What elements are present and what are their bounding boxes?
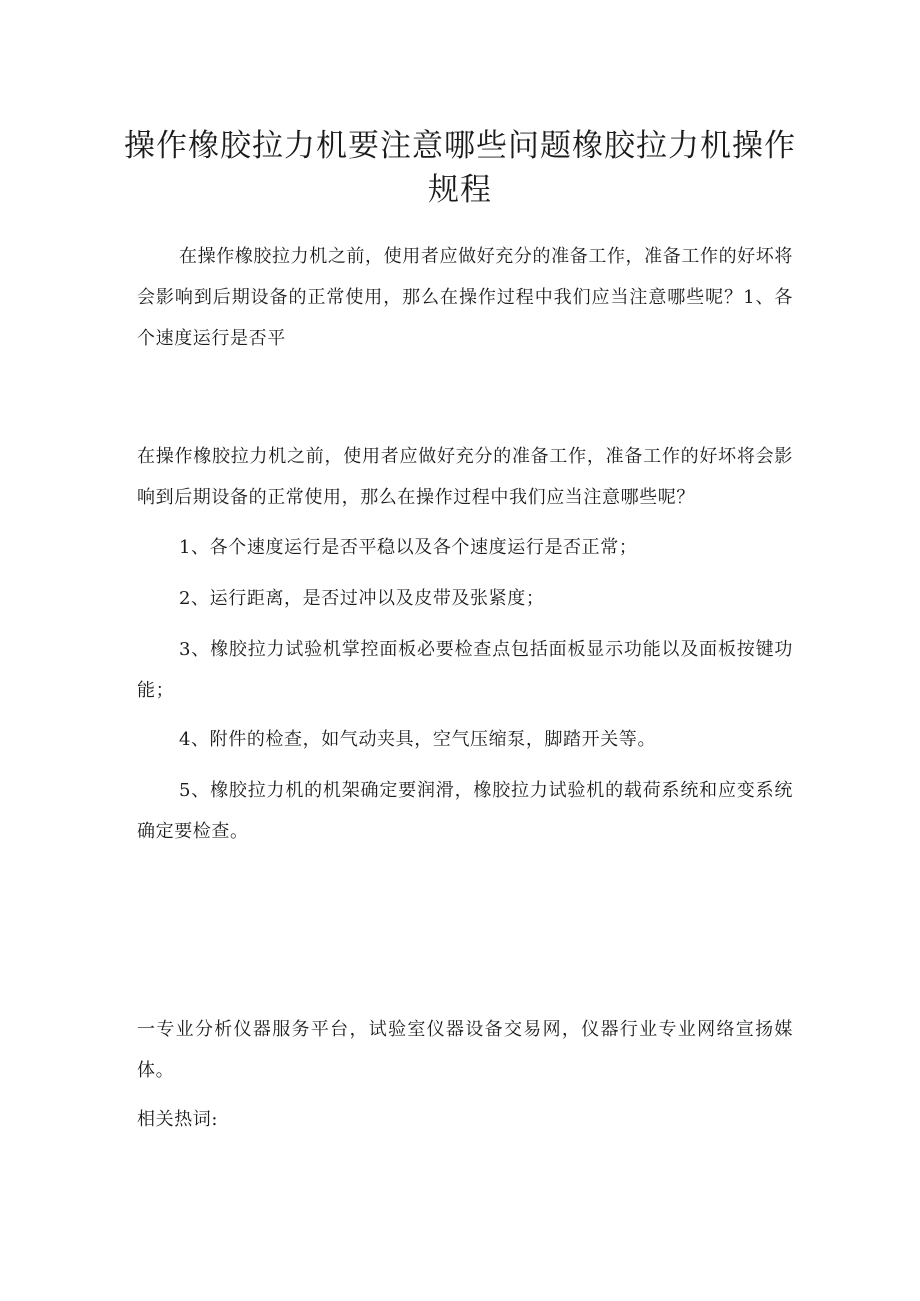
list-item: 3、橡胶拉力试验机掌控面板必要检查点包括面板显示功能以及面板按键功能；: [137, 639, 793, 701]
list-item: 1、各个速度运行是否平稳以及各个速度运行是否正常；: [179, 537, 638, 558]
footer-description: 一专业分析仪器服务平台，试验室仪器设备交易网，仪器行业专业网络宣扬媒体。: [137, 1019, 793, 1081]
list-item: 4、附件的检查，如气动夹具，空气压缩泵，脚踏开关等。: [179, 729, 657, 750]
intro-paragraph: 在操作橡胶拉力机之前，使用者应做好充分的准备工作，准备工作的好坏将会影响到后期设备的正常使用，那么在操作过程中我们应当注意哪些呢？1、各个速度运行是否平: [137, 246, 793, 349]
related-keywords-label: 相关热词:: [137, 1109, 219, 1130]
list-item: 5、橡胶拉力机的机架确定要润滑，橡胶拉力试验机的载荷系统和应变系统确定要检查。: [137, 780, 793, 842]
list-item: 2、运行距离，是否过冲以及皮带及张紧度；: [179, 588, 545, 609]
document-title: 操作橡胶拉力机要注意哪些问题橡胶拉力机操作规程: [124, 128, 796, 208]
body-paragraph: 在操作橡胶拉力机之前，使用者应做好充分的准备工作，准备工作的好坏将会影响到后期设备的正常使用，那么在操作过程中我们应当注意哪些呢？: [137, 446, 793, 508]
